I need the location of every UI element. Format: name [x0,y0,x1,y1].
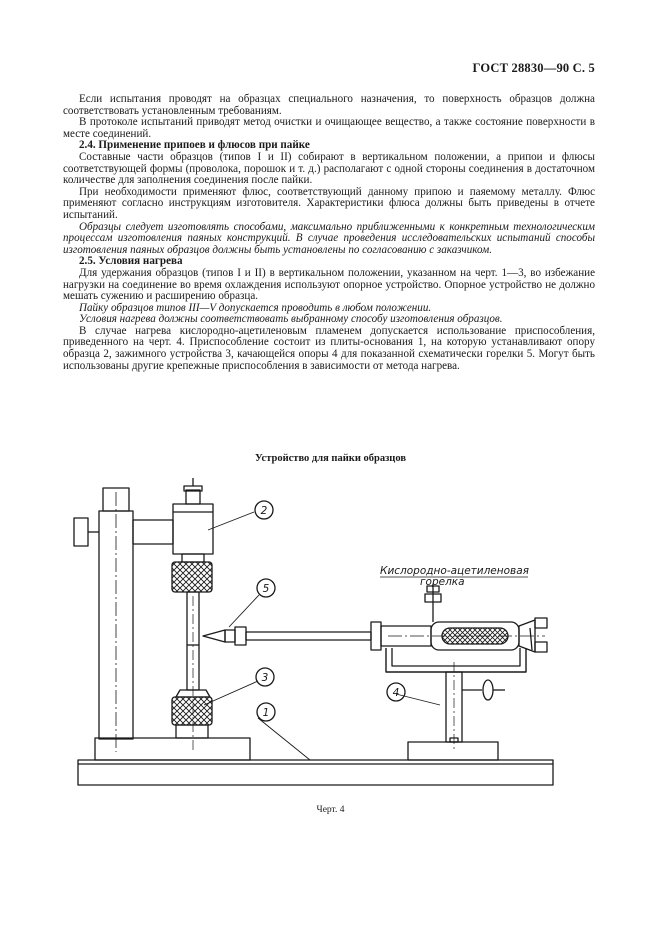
paragraph: В протоколе испытаний приводят метод очистки и очищающее вещество, а также состояние поверхности в месте соединений. [63,116,595,140]
specimen-support [133,478,213,562]
callout-3: 3 [261,672,269,684]
page-header: ГОСТ 28830—90 С. 5 [472,61,595,75]
callout-leaders [204,512,440,760]
paragraph: В случае нагрева кислородно-ацетиленовым пламенем допускается использование приспособления, приведенного на черт. 4. Приспособление состоит из плиты-основания 1, на которую устанавливают опору образца 2, зажимного устройства 3, качающейся опоры 4 для показанной схематически горелки 5. Могут быть использованы другие крепежные приспособления в зависимости от метода нагрева. [63,324,595,372]
callout-2: 2 [260,505,268,517]
paragraph: Если испытания проводят на образцах специального назначения, то поверхность образцов должна соответствовать установленным требованиям. [63,93,595,117]
callout-4: 4 [392,687,400,699]
swinging-support [386,648,526,760]
paragraph: Для удержания образцов (типов I и II) в вертикальном положении, указанном на черт. 1—3, во избежание нагрузки на соединение во время охлаждения используют опорное устройство. Опорное устройство не должно мешать сужению и расширению образца. [63,266,595,303]
specimen [187,592,199,752]
paragraph: При необходимости применяют флюс, соответствующий данному припою и паяемому металлу. Флюс применяют согласно инструкциям изготовителя. Характеристики флюса должны быть приведены в отчете испытаний. [63,185,595,221]
figure-caption: Черт. 4 [316,805,345,815]
paragraph-italic: Образцы следует изготовлять способами, максимально приближенными к конкретным технологическим процессам изготовления паяных конструкций. В случае проведения исследовательских испытаний способы изготовления паяных образцов должны быть установлены по согласованию с заказчиком. [63,220,595,256]
paragraph-italic: Пайку образцов типов III—V допускается проводить в любом положении. [79,301,432,314]
upper-knurled-clamp [172,562,212,592]
torch-label-line2: горелка [420,576,465,588]
figure-title: Устройство для пайки образцов [254,453,407,464]
base-plate [78,738,553,785]
section-heading: 2.4. Применение припоев и флюсов при пайке [79,139,310,152]
callout-circles [255,501,405,721]
paragraph-italic: Условия нагрева должны соответствовать выбранному способу изготовления образцов. [79,313,503,326]
torch-label-line1: Кислородно-ацетиленовая [380,565,529,577]
support-column [74,488,133,752]
paragraph: Составные части образцов (типов I и II) собирают в вертикальном положении, а припои и флюсы соответствующей формы (проволока, порошок и т. д.) располагают с одной стороны соединения в достаточном количестве для заполнения соединения после пайки. [63,150,595,187]
section-heading: 2.5. Условия нагрева [79,255,183,268]
lower-clamp [172,690,212,738]
callout-5: 5 [262,583,270,595]
callout-1: 1 [262,707,270,719]
torch [203,584,547,652]
